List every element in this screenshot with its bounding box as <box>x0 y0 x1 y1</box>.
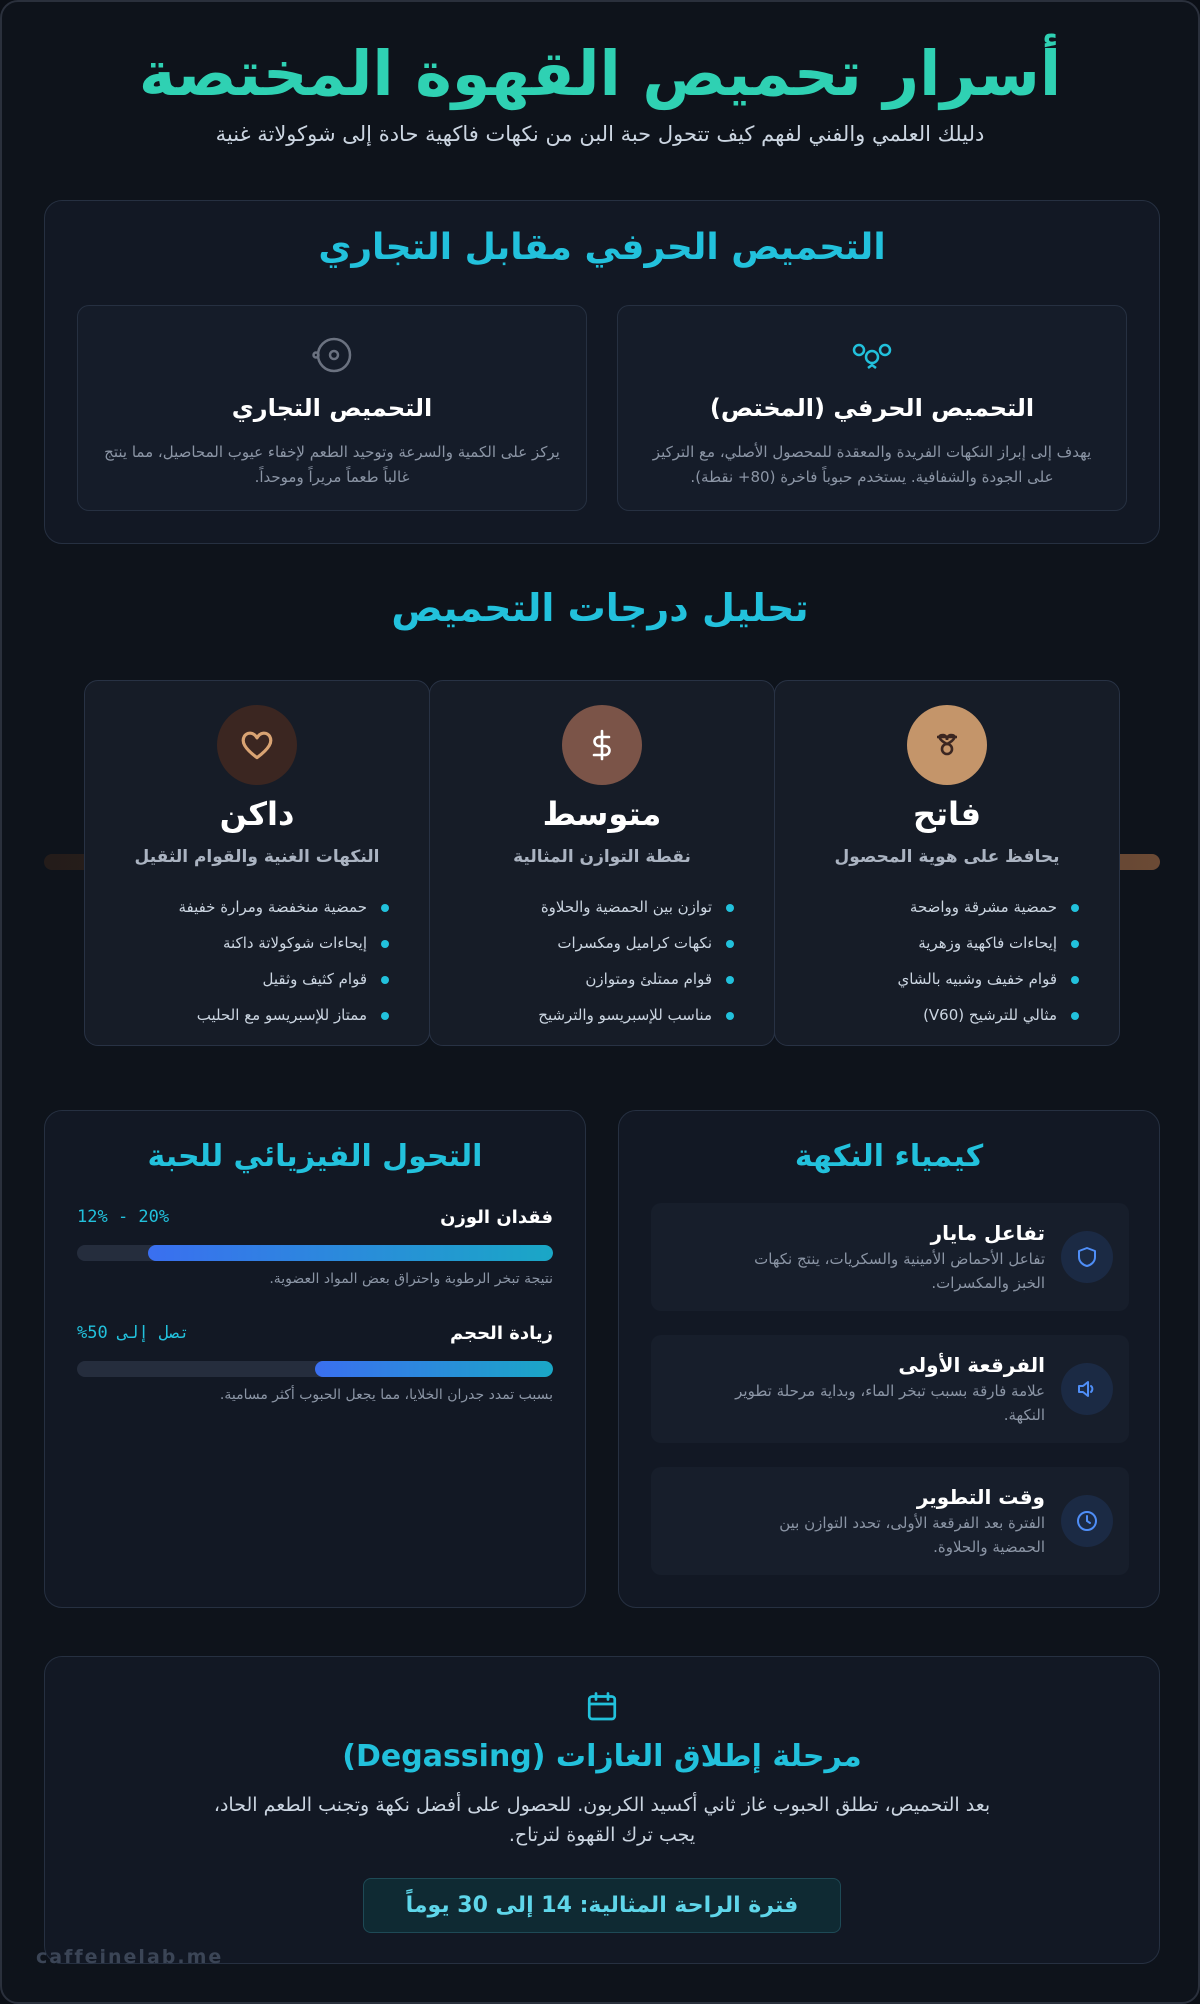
metric-note: بسبب تمدد جدران الخلايا، مما يجعل الحبوب أكثر مسامية. <box>219 1387 553 1403</box>
list-item: إيحاءات فاكهية وزهرية <box>775 925 1079 961</box>
metric-value: تصل إلى 50% <box>77 1323 190 1343</box>
progress-fill <box>148 1245 553 1261</box>
calendar-icon <box>584 1689 620 1725</box>
card-title: التحميص الحرفي (المختص) <box>709 394 1035 422</box>
metric-value: 12% - 20% <box>77 1207 170 1227</box>
section-title: كيمياء النكهة <box>794 1139 984 1174</box>
list-item: مثالي للترشيح (V60) <box>775 997 1079 1033</box>
page-title: أسرار تحميص القهوة المختصة <box>138 37 1062 110</box>
roast-levels-title: تحليل درجات التحميص <box>391 586 809 630</box>
card-title: التحميص التجاري <box>231 394 433 422</box>
chem-item-development-time <box>651 1467 1129 1575</box>
list-item: قوام كثيف وثقيل <box>85 961 389 997</box>
roast-tagline: النكهات الغنية والقوام الثقيل <box>134 847 380 867</box>
chem-item-text <box>731 1485 1045 1559</box>
list-item: حمضية منخفضة ومرارة خفيفة <box>85 889 389 925</box>
weight-loss-metric <box>77 1207 553 1287</box>
chem-item-desc: الفترة بعد الفرقعة الأولى، تحدد التوازن بين الحمضية والحلاوة. <box>779 1514 1045 1556</box>
list-item: توازن بين الحمضية والحلاوة <box>430 889 734 925</box>
card-text: يهدف إلى إبراز النكهات الفريدة والمعقدة للمحصول الأصلي، مع التركيز على الجودة والشفافية. يستخدم حبوباً فاخرة (80+ نقطة). <box>652 443 1092 486</box>
medium-roast-card <box>429 680 775 1046</box>
chem-item-text <box>731 1221 1045 1295</box>
roast-points <box>430 889 734 1033</box>
degassing-text: بعد التحميص، تطلق الحبوب غاز ثاني أكسيد الكربون. للحصول على أفضل نكهة وتجنب الطعم الحاد، يجب ترك القهوة لترتاح. <box>213 1794 991 1846</box>
page-subtitle: دليلك العلمي والفني لفهم كيف تتحول حبة البن من نكهات فاكهية حادة إلى شوكولاتة غنية <box>215 122 985 146</box>
degassing-section <box>44 1656 1160 1964</box>
light-roast-card <box>774 680 1120 1046</box>
chem-item-title: الفرقعة الأولى <box>898 1353 1045 1377</box>
list-item: قوام ممتلئ ومتوازن <box>430 961 734 997</box>
commercial-roast-card <box>77 305 587 511</box>
list-item: مناسب للإسبريسو والترشيح <box>430 997 734 1033</box>
hero <box>2 32 1198 146</box>
chem-item-title: تفاعل مايار <box>930 1221 1045 1245</box>
roast-name: متوسط <box>542 795 662 833</box>
medium-roast-badge <box>562 705 642 785</box>
chem-item-text <box>731 1353 1045 1427</box>
roast-name: فاتح <box>912 795 982 833</box>
shield-icon <box>1075 1245 1099 1269</box>
roast-name: داكن <box>219 795 295 833</box>
section-title: التحول الفيزيائي للحبة <box>147 1139 483 1174</box>
degassing-title: مرحلة إطلاق الغازات (Degassing) <box>342 1739 862 1774</box>
section-title: التحميص الحرفي مقابل التجاري <box>318 227 886 268</box>
physical-transformation-section <box>44 1110 586 1608</box>
chem-item-icon-wrap <box>1061 1231 1113 1283</box>
molecule-icon <box>849 332 895 378</box>
dark-roast-card <box>84 680 430 1046</box>
list-item: ممتاز للإسبريسو مع الحليب <box>85 997 389 1033</box>
brand-watermark: caffeinelab.me <box>36 1946 224 1968</box>
progress-fill <box>315 1361 553 1377</box>
disc-icon <box>309 332 355 378</box>
artisan-roast-card <box>617 305 1127 511</box>
metric-note: نتيجة تبخر الرطوبة واحتراق بعض المواد العضوية. <box>269 1271 553 1287</box>
rest-period-highlight: فترة الراحة المثالية: 14 إلى 30 يوماً <box>363 1878 841 1933</box>
roast-tagline: يحافظ على هوية المحصول <box>834 847 1060 867</box>
chem-item-first-crack <box>651 1335 1129 1443</box>
metric-row <box>77 1207 553 1235</box>
roast-points <box>85 889 389 1033</box>
roast-tagline: نقطة التوازن المثالية <box>513 847 691 867</box>
list-item: حمضية مشرقة وواضحة <box>775 889 1079 925</box>
list-item: إيحاءات شوكولاتة داكنة <box>85 925 389 961</box>
chem-item-desc: تفاعل الأحماض الأمينية والسكريات، ينتج نكهات الخبز والمكسرات. <box>754 1250 1045 1292</box>
clock-icon <box>1075 1509 1099 1533</box>
dark-roast-badge <box>217 705 297 785</box>
card-text: يركز على الكمية والسرعة وتوحيد الطعم لإخفاء عيوب المحاصيل، مما ينتج غالباً طعماً مريراً وموحداً. <box>104 443 560 486</box>
chem-item-maillard <box>651 1203 1129 1311</box>
artisan-vs-commercial-section <box>44 200 1160 544</box>
speaker-icon <box>1075 1377 1099 1401</box>
dollar-icon <box>585 728 619 762</box>
list-item: قوام خفيف وشبيه بالشاي <box>775 961 1079 997</box>
roast-points <box>775 889 1079 1033</box>
flavor-chemistry-section <box>618 1110 1160 1608</box>
metric-label: زيادة الحجم <box>450 1323 553 1344</box>
list-item: نكهات كراميل ومكسرات <box>430 925 734 961</box>
progress-track <box>77 1361 553 1377</box>
metric-row <box>77 1323 553 1351</box>
progress-track <box>77 1245 553 1261</box>
chem-item-title: وقت التطوير <box>916 1485 1045 1509</box>
chem-item-icon-wrap <box>1061 1495 1113 1547</box>
volume-increase-metric <box>77 1323 553 1403</box>
light-roast-badge <box>907 705 987 785</box>
chem-item-icon-wrap <box>1061 1363 1113 1415</box>
chem-item-desc: علامة فارقة بسبب تبخر الماء، وبداية مرحلة تطوير النكهة. <box>735 1382 1045 1424</box>
metric-label: فقدان الوزن <box>440 1207 553 1228</box>
flower-icon <box>930 728 964 762</box>
heart-icon <box>238 726 276 764</box>
